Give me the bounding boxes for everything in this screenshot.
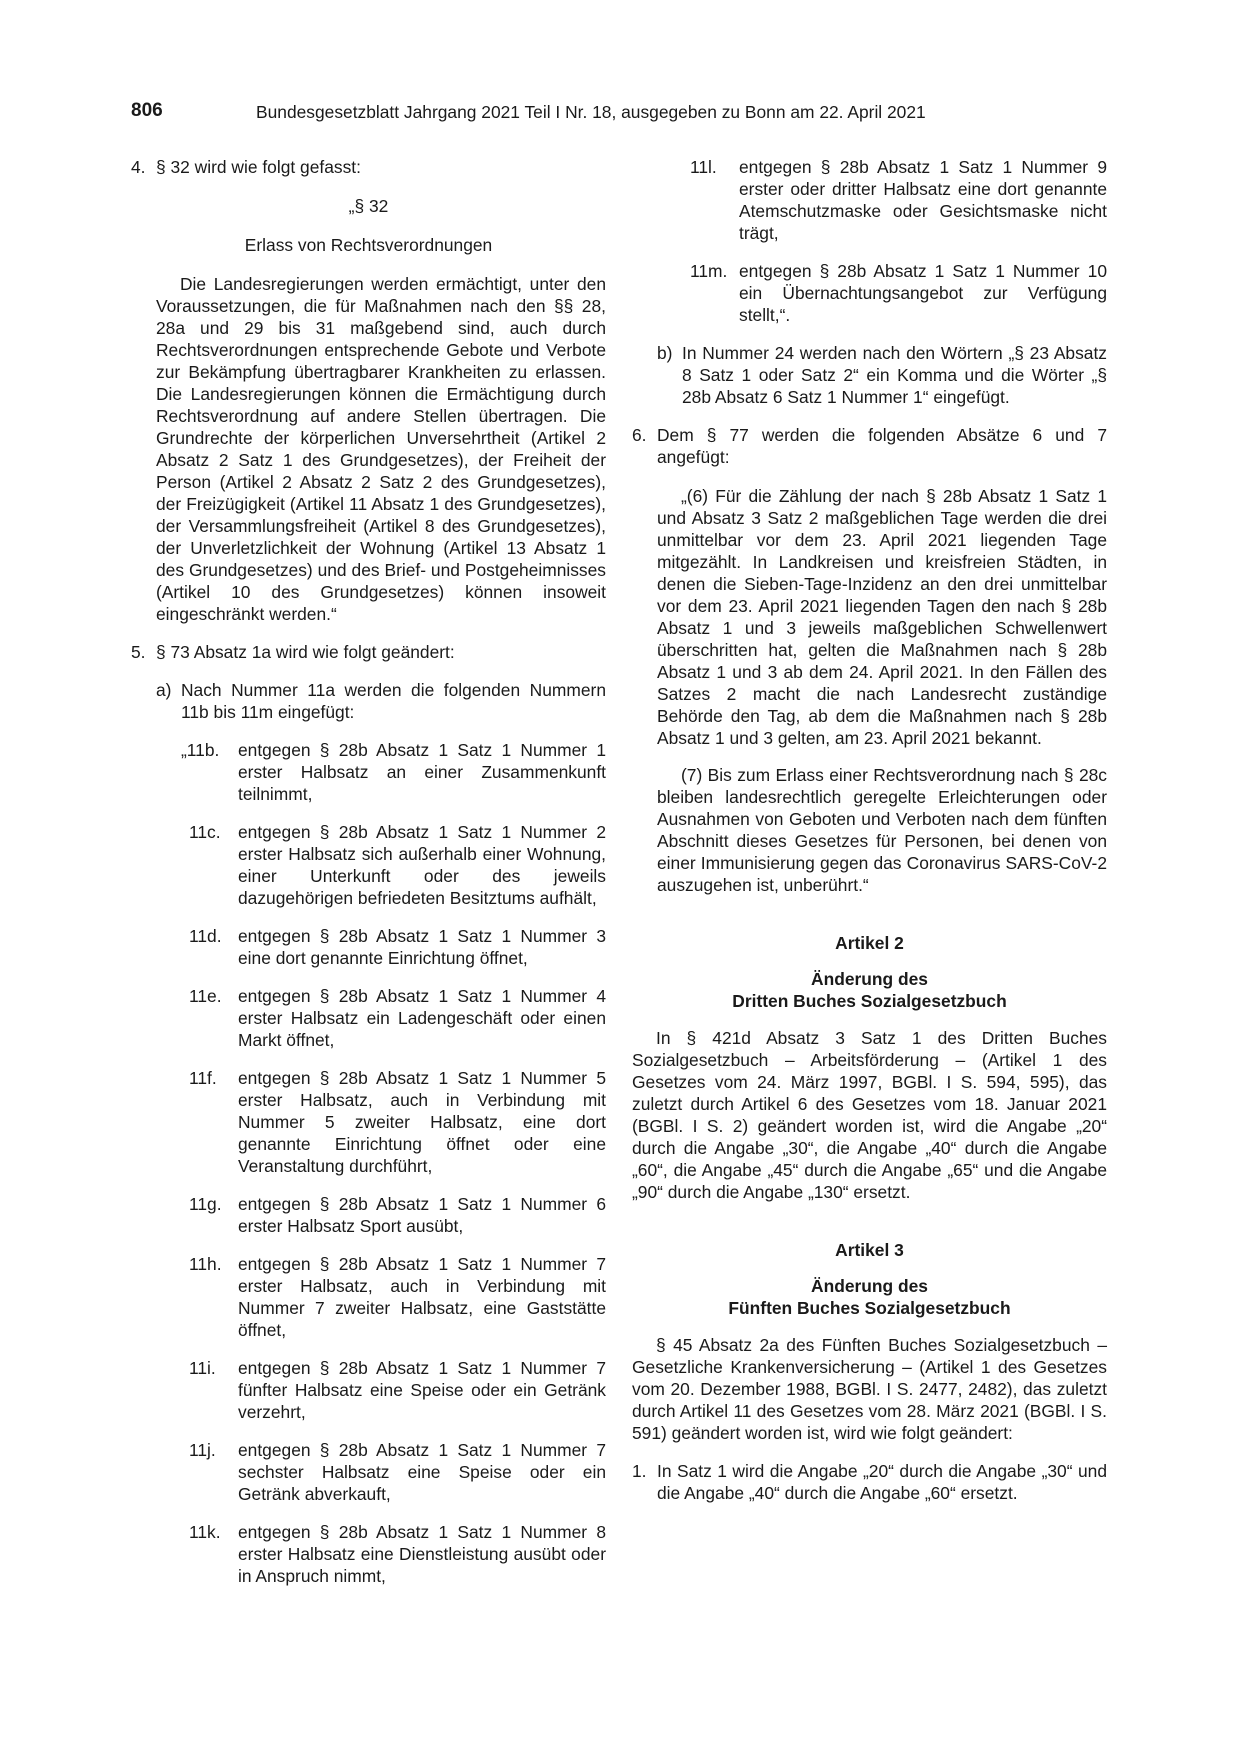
article-2-heading-line1: Änderung des	[811, 969, 928, 989]
item-number: 11g.	[189, 1194, 222, 1214]
item-text: Nach Nummer 11a werden die folgenden Nummern 11b bis 11m eingefügt:	[181, 680, 606, 722]
item-number: 1.	[632, 1461, 647, 1481]
article-2-body: In § 421d Absatz 3 Satz 1 des Dritten Buches Sozialgesetzbuch – Arbeitsförderung – (Artikel 1 des Gesetzes vom 24. März 1997, BGBl. I S. 594, 595), das zuletzt durch Artikel 6 des Gesetzes vom 18. Januar 2021 (BGBl. I S. 2) geändert worden ist, wird die Angabe „20“ durch die Angabe „30“, die Angabe „40“ durch die Angabe „60“, die Angabe „45“ durch die Angabe „65“ und die Angabe „90“ durch die Angabe „130“ ersetzt.	[632, 1028, 1107, 1202]
item-number: 4.	[131, 157, 146, 177]
list-item	[181, 1357, 606, 1423]
article-3-title: Artikel 3	[835, 1240, 904, 1260]
list-item	[181, 1193, 606, 1237]
item-text: entgegen § 28b Absatz 1 Satz 1 Nummer 1 erster Halbsatz an einer Zusammenkunft teilnimmt,	[238, 740, 606, 804]
list-item	[131, 156, 606, 178]
article-2-title: Artikel 2	[835, 933, 904, 953]
item-number: 11m.	[690, 261, 728, 281]
item-number: b)	[657, 343, 673, 363]
list-item	[181, 985, 606, 1051]
list-item	[682, 260, 1107, 326]
section-title: „§ 32	[348, 196, 389, 216]
article-2-heading-line2: Dritten Buches Sozialgesetzbuch	[732, 991, 1007, 1011]
item-text: entgegen § 28b Absatz 1 Satz 1 Nummer 7 erster Halbsatz, auch in Verbindung mit Nummer 7 zweiter Halbsatz, eine Gaststätte öffnet,	[238, 1254, 606, 1340]
item-text: entgegen § 28b Absatz 1 Satz 1 Nummer 10 ein Übernachtungsangebot zur Verfügung stellt,“.	[739, 261, 1107, 325]
item-text: entgegen § 28b Absatz 1 Satz 1 Nummer 5 erster Halbsatz, auch in Verbindung mit Nummer 5 zweiter Halbsatz, eine dort genannte Einrichtung öffnet oder eine Veranstaltung durchführt,	[238, 1068, 606, 1176]
item-number: 11k.	[189, 1522, 221, 1542]
item-number: 11f.	[189, 1068, 217, 1088]
item-text: entgegen § 28b Absatz 1 Satz 1 Nummer 7 sechster Halbsatz eine Speise oder ein Getränk abverkauft,	[238, 1440, 606, 1504]
header-title: Bundesgesetzblatt Jahrgang 2021 Teil I Nr. 18, ausgegeben zu Bonn am 22. April 2021	[256, 102, 926, 122]
item-text: entgegen § 28b Absatz 1 Satz 1 Nummer 9 erster oder dritter Halbsatz eine dort genannte Atemschutzmaske oder Gesichtsmaske nicht trägt,	[739, 157, 1107, 243]
item-number: a)	[156, 680, 172, 700]
page-number: 806	[131, 100, 163, 121]
page-header	[131, 100, 1106, 126]
item-text: § 73 Absatz 1a wird wie folgt geändert:	[156, 642, 455, 662]
list-item	[131, 641, 606, 663]
item-text: Dem § 77 werden die folgenden Absätze 6 und 7 angefügt:	[657, 425, 1107, 467]
item-text: entgegen § 28b Absatz 1 Satz 1 Nummer 7 fünfter Halbsatz eine Speise oder ein Getränk verzehrt,	[238, 1358, 606, 1422]
numbered-list	[131, 739, 606, 1587]
list-item	[181, 1439, 606, 1505]
item-number: 11i.	[189, 1358, 216, 1378]
item-text: § 32 wird wie folgt gefasst:	[156, 157, 361, 177]
article-3-body: § 45 Absatz 2a des Fünften Buches Sozialgesetzbuch – Gesetzliche Krankenversicherung – (Artikel 1 des Gesetzes vom 20. Dezember 1988, BGBl. I S. 2477, 2482), das zuletzt durch Artikel 11 des Gesetzes vom 28. März 2021 (BGBl. I S. 591) geändert worden ist, wird wie folgt geändert:	[632, 1335, 1107, 1443]
item-text: entgegen § 28b Absatz 1 Satz 1 Nummer 3 eine dort genannte Einrichtung öffnet,	[238, 926, 606, 968]
item-number: 11e.	[189, 986, 222, 1006]
list-item	[682, 156, 1107, 244]
list-item	[181, 821, 606, 909]
list-item	[632, 424, 1107, 468]
list-item	[181, 1253, 606, 1341]
item-text: entgegen § 28b Absatz 1 Satz 1 Nummer 2 erster Halbsatz sich außerhalb einer Wohnung, einer Unterkunft oder des jeweils dazugehörigen befriedeten Besitztums aufhält,	[238, 822, 606, 908]
article-3-heading-line2: Fünften Buches Sozialgesetzbuch	[728, 1298, 1011, 1318]
item-text: In Satz 1 wird die Angabe „20“ durch die Angabe „30“ und die Angabe „40“ durch die Angabe „60“ ersetzt.	[657, 1461, 1107, 1503]
item-text: entgegen § 28b Absatz 1 Satz 1 Nummer 8 erster Halbsatz eine Dienstleistung ausübt oder in Anspruch nimmt,	[238, 1522, 606, 1586]
item-number: 11c.	[189, 822, 221, 842]
right-column	[632, 156, 1107, 1504]
item-number: 11d.	[189, 926, 222, 946]
item-number: „11b.	[181, 740, 220, 760]
section-heading: Erlass von Rechtsverordnungen	[244, 235, 493, 255]
list-item	[181, 925, 606, 969]
list-item	[657, 342, 1107, 408]
list-item	[632, 1460, 1107, 1504]
item-number: 6.	[632, 425, 647, 445]
item-text: In Nummer 24 werden nach den Wörtern „§ 23 Absatz 8 Satz 1 oder Satz 2“ ein Komma und die Wörter „§ 28b Absatz 6 Satz 1 Nummer 1“ eingefügt.	[682, 343, 1107, 407]
item-number: 11j.	[189, 1440, 216, 1460]
list-item	[181, 739, 606, 805]
section-body: Die Landesregierungen werden ermächtigt, unter den Voraussetzungen, die für Maßnahmen nach den §§ 28, 28a und 29 bis 31 maßgebend sind, auch durch Rechtsverordnungen entsprechende Gebote und Verbote zur Bekämpfung übertragbarer Krankheiten zu erlassen. Die Landesregierungen können die Ermächtigung durch Rechtsverordnung auf andere Stellen übertragen. Die Grundrechte der körperlichen Unversehrtheit (Artikel 2 Absatz 2 Satz 1 des Grundgesetzes), der Freiheit der Person (Artikel 2 Absatz 2 Satz 2 des Grundgesetzes), der Freizügigkeit (Artikel 11 Absatz 1 des Grundgesetzes), der Versammlungsfreiheit (Artikel 8 des Grundgesetzes), der Unverletzlichkeit der Wohnung (Artikel 13 Absatz 1 des Grundgesetzes) und des Brief- und Postgeheimnisses (Artikel 10 des Grundgesetzes) können insoweit eingeschränkt werden.“	[156, 274, 606, 624]
paragraph-6: „(6) Für die Zählung der nach § 28b Absatz 1 Satz 1 und Absatz 3 Satz 2 maßgeblichen Tage werden die drei unmittelbar vor dem 23. April 2021 liegenden Tage mitgezählt. In Landkreisen und kreisfreien Städten, in denen die Sieben-Tage-Inzidenz an den drei unmittelbar vor dem 23. April 2021 liegenden Tagen den nach § 28b Absatz 1 und 3 jeweils maßgeblichen Schwellenwert überschritten hat, gelten die Maßnahmen nach § 28b Absatz 1 und 3 ab dem 24. April 2021. In den Fällen des Satzes 2 macht die nach Landesrecht zuständige Behörde den Tag, ab dem die Maßnahmen nach § 28b Absatz 1 und 3 gelten, am 23. April 2021 bekannt.	[657, 486, 1107, 748]
list-item	[181, 1067, 606, 1177]
item-number: 11l.	[690, 157, 717, 177]
item-number: 11h.	[189, 1254, 222, 1274]
item-text: entgegen § 28b Absatz 1 Satz 1 Nummer 6 erster Halbsatz Sport ausübt,	[238, 1194, 606, 1236]
item-number: 5.	[131, 642, 146, 662]
article-3-heading-line1: Änderung des	[811, 1276, 928, 1296]
item-text: entgegen § 28b Absatz 1 Satz 1 Nummer 4 erster Halbsatz ein Ladengeschäft oder einen Markt öffnet,	[238, 986, 606, 1050]
list-item	[156, 679, 606, 723]
paragraph-7: (7) Bis zum Erlass einer Rechtsverordnung nach § 28c bleiben landesrechtlich geregelte Erleichterungen oder Ausnahmen von Geboten und Verboten nach dem fünften Abschnitt dieses Gesetzes für Personen, bei denen von einer Immunisierung gegen das Coronavirus SARS-CoV-2 auszugehen ist, unberührt.“	[657, 765, 1107, 895]
list-item	[181, 1521, 606, 1587]
left-column	[131, 156, 606, 1587]
